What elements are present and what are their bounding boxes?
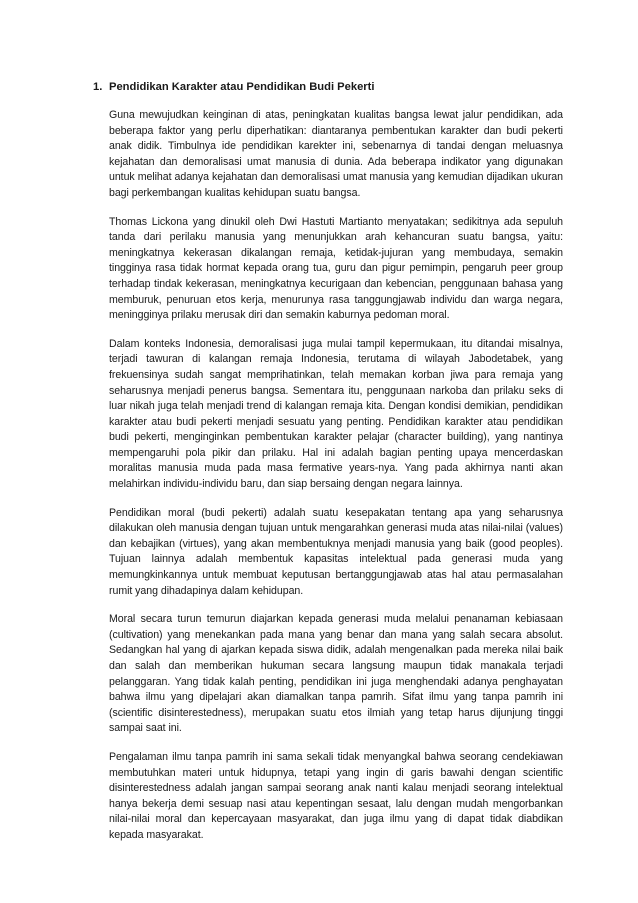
paragraph-4: Pendidikan moral (budi pekerti) adalah suatu kesepakatan tentang apa yang seharusnya dilakukan oleh manusia dengan tujuan untuk mengarahkan generasi muda atas nilai-nilai (values) dan kebajikan (virtues), yang akan membentuknya menjadi manusia yang baik (good peoples). Tujuan lainnya adalah membentuk kapasitas intelektual pada generasi muda yang memungkinkannya untuk membuat keputusan bertanggungjawab atas hal atau permasalahan rumit yang dihadapinya dalam kehidupan.	[109, 506, 563, 597]
paragraph-3: Dalam konteks Indonesia, demoralisasi juga mulai tampil kepermukaan, itu ditandai misalnya, terjadi tawuran di kalangan remaja Indonesia, terutama di wilayah Jabodetabek, yang frekuensinya sudah sangat memprihatinkan, telah memakan korban jiwa para remaja yang seharusnya menjadi penerus bangsa. Sementara itu, penggunaan narkoba dan prilaku seks di luar nikah juga telah menjadi trend di kalangan remaja kita. Dengan kondisi demikian, pendidikan karakter atau budi pekerti menjadi sesuatu yang penting. Pendidikan karakter atau pendidikan budi pekerti, menginginkan pembentukan karakter pelajar (character building), yang nantinya mempengaruhi pola pikir dan prilaku. Hal ini adalah bagian penting upaya mencerdaskan moralitas manusia muda pada masa fermative years-nya. Yang pada akhirnya nanti akan melahirkan individu-individu baru, dan siap bersaing dengan negara lainnya.	[109, 337, 563, 491]
section-number: 1.	[93, 81, 103, 93]
paragraph-5: Moral secara turun temurun diajarkan kepada generasi muda melalui penanaman kebiasaan (cultivation) yang menekankan pada mana yang benar dan mana yang salah secara absolut. Sedangkan hal yang di ajarkan kepada siswa didik, adalah mengenalkan pada mereka nilai baik dan salah dan memberikan hukuman secara langsung maupun tidak manakala terjadi pelanggaran. Yang tidak kalah penting, pendidikan ini juga menghendaki adanya penghayatan bahwa ilmu yang dipelajari akan diamalkan tanpa pamrih. Sifat ilmu yang tanpa pamrih ini (scientific disinterestedness), merupakan suatu etos ilmiah yang tetap harus dijunjung tinggi sampai saat ini.	[109, 613, 563, 735]
paragraph-6: Pengalaman ilmu tanpa pamrih ini sama sekali tidak menyangkal bahwa seorang cendekiawan membutuhkan materi untuk hidupnya, tetapi yang ingin di garis bawahi dengan scientific disinterestedness adalah jangan sampai seorang anak nanti kalau menjadi seorang intelektual hanya bekerja demi sesuap nasi atau kepentingan sesaat, lalu dengan mudah mengorbankan nilai-nilai moral dan kepercayaan masyarakat, dan juga ilmu yang di dapat tidak diabdikan kepada masyarakat.	[109, 750, 563, 841]
section-body	[109, 108, 563, 857]
paragraph-2: Thomas Lickona yang dinukil oleh Dwi Hastuti Martianto menyatakan; sedikitnya ada sepuluh tanda dari perilaku manusia yang menunjukkan arah kehancuran suatu bangsa, yaitu: meningkatnya kekerasan dikalangan remaja, ketidak-jujuran yang membudaya, semakin tingginya rasa tidak hormat kepada orang tua, guru dan pigur pemimpin, pengaruh peer group terhadap tindak kekerasan, meningkatnya kecurigaan dan kebencian, penggunaan bahasa yang memburuk, penuruan etos kerja, menurunya rasa tanggungjawab individu dan warga negara, meningginya prilaku merusak diri dan semakin kaburnya pedoman moral.	[109, 215, 563, 322]
paragraph-1: Guna mewujudkan keinginan di atas, peningkatan kualitas bangsa lewat jalur pendidikan, ada beberapa faktor yang perlu diperhatikan: diantaranya pembentukan karakter dan budi pekerti anak didik. Timbulnya ide pendidikan karekter ini, sebenarnya di tandai dengan meluasnya kejahatan dan demoralisasi umat manusia di dunia. Ada beberapa indikator yang digunakan untuk melihat adanya kejahatan dan demoralisasi umat manusia yang kemudian dijadikan ukuran bagi perkembangan kualitas kehidupan suatu bangsa.	[109, 109, 563, 199]
section-title: Pendidikan Karakter atau Pendidikan Budi Pekerti	[109, 81, 375, 93]
section-heading	[93, 80, 563, 94]
